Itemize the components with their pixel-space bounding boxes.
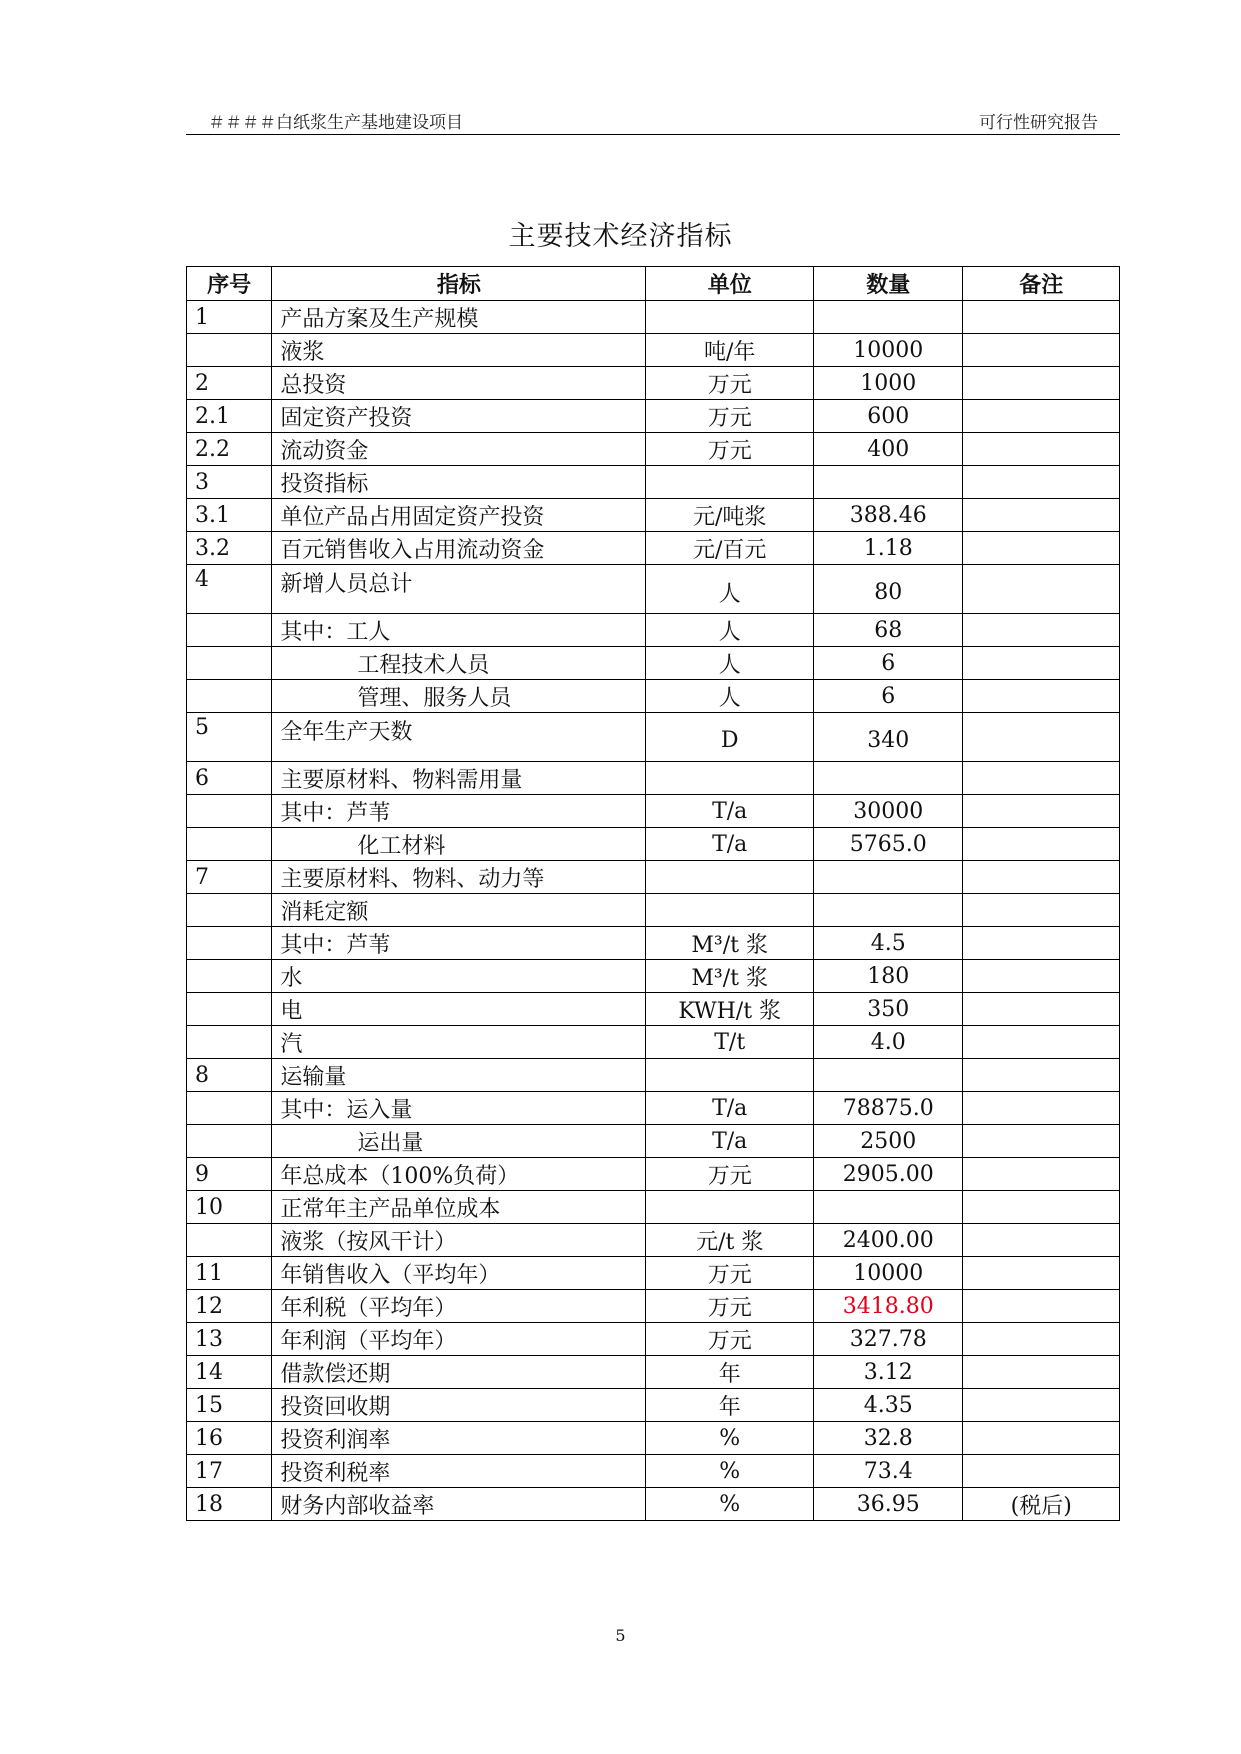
cell-note: [963, 1455, 1120, 1488]
cell-note: [963, 614, 1120, 647]
cell-seq: 12: [187, 1290, 272, 1323]
cell-note: [963, 1059, 1120, 1092]
cell-unit: 万元: [646, 1158, 814, 1191]
cell-quantity: [814, 1059, 963, 1092]
cell-note: (税后): [963, 1488, 1120, 1521]
cell-indicator: 运输量: [272, 1059, 646, 1092]
table-row: [187, 532, 1120, 565]
cell-quantity: 6: [814, 647, 963, 680]
cell-note: [963, 1257, 1120, 1290]
table-row: [187, 861, 1120, 894]
cell-quantity: 32.8: [814, 1422, 963, 1455]
cell-seq: [187, 680, 272, 713]
table-row: [187, 795, 1120, 828]
cell-quantity: 340: [814, 713, 963, 762]
cell-seq: [187, 960, 272, 993]
cell-indicator: 消耗定额: [272, 894, 646, 927]
cell-indicator: 化工材料: [272, 828, 646, 861]
cell-note: [963, 400, 1120, 433]
cell-indicator: 年总成本（100%负荷）: [272, 1158, 646, 1191]
table-row: [187, 1191, 1120, 1224]
cell-seq: 3: [187, 466, 272, 499]
cell-seq: 2: [187, 367, 272, 400]
cell-quantity: [814, 301, 963, 334]
cell-seq: 5: [187, 713, 272, 762]
cell-seq: [187, 334, 272, 367]
cell-note: [963, 795, 1120, 828]
cell-indicator: 年销售收入（平均年）: [272, 1257, 646, 1290]
cell-indicator: 运出量: [272, 1125, 646, 1158]
cell-seq: [187, 647, 272, 680]
cell-seq: 18: [187, 1488, 272, 1521]
cell-indicator: 主要原材料、物料需用量: [272, 762, 646, 795]
cell-note: [963, 1191, 1120, 1224]
cell-quantity: 400: [814, 433, 963, 466]
cell-unit: 万元: [646, 367, 814, 400]
cell-note: [963, 927, 1120, 960]
cell-quantity: [814, 762, 963, 795]
cell-seq: [187, 1026, 272, 1059]
cell-note: [963, 993, 1120, 1026]
cell-note: [963, 713, 1120, 762]
table-row: [187, 334, 1120, 367]
cell-unit: KWH/t 浆: [646, 993, 814, 1026]
cell-seq: [187, 828, 272, 861]
cell-quantity: 2905.00: [814, 1158, 963, 1191]
table-row: [187, 400, 1120, 433]
cell-seq: 3.1: [187, 499, 272, 532]
cell-indicator: 主要原材料、物料、动力等: [272, 861, 646, 894]
cell-quantity: 80: [814, 565, 963, 614]
cell-note: [963, 960, 1120, 993]
cell-seq: [187, 1224, 272, 1257]
table-row: [187, 1092, 1120, 1125]
cell-seq: [187, 1092, 272, 1125]
cell-unit: 人: [646, 680, 814, 713]
cell-quantity: 36.95: [814, 1488, 963, 1521]
cell-seq: 6: [187, 762, 272, 795]
cell-quantity: 388.46: [814, 499, 963, 532]
table-row: [187, 1389, 1120, 1422]
cell-unit: 人: [646, 565, 814, 614]
table-row: [187, 1488, 1120, 1521]
cell-quantity: [814, 894, 963, 927]
table-row: [187, 466, 1120, 499]
cell-unit: [646, 1191, 814, 1224]
table-row: [187, 1125, 1120, 1158]
cell-indicator: 其中：芦苇: [272, 927, 646, 960]
cell-indicator: 产品方案及生产规模: [272, 301, 646, 334]
cell-quantity: 6: [814, 680, 963, 713]
table-row: [187, 1356, 1120, 1389]
table-row: [187, 1026, 1120, 1059]
col-header-unit: 单位: [646, 267, 814, 301]
cell-indicator: 液浆（按风干计）: [272, 1224, 646, 1257]
cell-quantity: 73.4: [814, 1455, 963, 1488]
cell-indicator: 其中：工人: [272, 614, 646, 647]
cell-indicator: 投资利润率: [272, 1422, 646, 1455]
cell-quantity: 4.0: [814, 1026, 963, 1059]
cell-unit: 万元: [646, 1323, 814, 1356]
cell-seq: 1: [187, 301, 272, 334]
cell-unit: 人: [646, 647, 814, 680]
cell-unit: 吨/年: [646, 334, 814, 367]
cell-note: [963, 1026, 1120, 1059]
table-row: [187, 894, 1120, 927]
cell-unit: [646, 1059, 814, 1092]
table-row: [187, 1290, 1120, 1323]
cell-indicator: 电: [272, 993, 646, 1026]
cell-unit: T/a: [646, 828, 814, 861]
cell-note: [963, 334, 1120, 367]
cell-seq: [187, 927, 272, 960]
cell-indicator: 借款偿还期: [272, 1356, 646, 1389]
cell-quantity: 5765.0: [814, 828, 963, 861]
col-header-quantity: 数量: [814, 267, 963, 301]
table-row: [187, 499, 1120, 532]
indicators-table: [186, 266, 1120, 1521]
cell-unit: 年: [646, 1389, 814, 1422]
cell-note: [963, 861, 1120, 894]
cell-seq: [187, 894, 272, 927]
cell-indicator: 工程技术人员: [272, 647, 646, 680]
cell-unit: M³/t 浆: [646, 960, 814, 993]
cell-unit: T/a: [646, 1125, 814, 1158]
cell-seq: 13: [187, 1323, 272, 1356]
cell-unit: 年: [646, 1356, 814, 1389]
cell-note: [963, 1125, 1120, 1158]
table-row: [187, 1224, 1120, 1257]
cell-seq: 2.2: [187, 433, 272, 466]
table-row: [187, 960, 1120, 993]
cell-note: [963, 1356, 1120, 1389]
cell-note: [963, 1290, 1120, 1323]
cell-indicator: 年利润（平均年）: [272, 1323, 646, 1356]
cell-quantity: 4.5: [814, 927, 963, 960]
table-row: [187, 1422, 1120, 1455]
cell-quantity-highlighted: 3418.80: [814, 1290, 963, 1323]
col-header-seq: 序号: [187, 267, 272, 301]
cell-indicator: 全年生产天数: [272, 713, 646, 762]
table-row: [187, 367, 1120, 400]
table-title: 主要技术经济指标: [508, 221, 733, 252]
cell-note: [963, 466, 1120, 499]
cell-quantity: 3.12: [814, 1356, 963, 1389]
cell-seq: 7: [187, 861, 272, 894]
cell-note: [963, 301, 1120, 334]
cell-quantity: 180: [814, 960, 963, 993]
cell-seq: 11: [187, 1257, 272, 1290]
cell-indicator: 流动资金: [272, 433, 646, 466]
table-row: [187, 993, 1120, 1026]
header-project-name: ＃＃＃＃白纸浆生产基地建设项目: [208, 113, 463, 133]
cell-quantity: [814, 466, 963, 499]
cell-note: [963, 1092, 1120, 1125]
cell-unit: %: [646, 1488, 814, 1521]
cell-indicator: 年利税（平均年）: [272, 1290, 646, 1323]
cell-seq: [187, 993, 272, 1026]
cell-note: [963, 894, 1120, 927]
cell-seq: 8: [187, 1059, 272, 1092]
cell-unit: %: [646, 1455, 814, 1488]
cell-note: [963, 828, 1120, 861]
cell-unit: 万元: [646, 1290, 814, 1323]
cell-seq: 14: [187, 1356, 272, 1389]
page-header: [186, 104, 1120, 135]
cell-unit: T/t: [646, 1026, 814, 1059]
cell-seq: 16: [187, 1422, 272, 1455]
table-row: [187, 1059, 1120, 1092]
table-row: [187, 1455, 1120, 1488]
cell-unit: 人: [646, 614, 814, 647]
cell-indicator: 正常年主产品单位成本: [272, 1191, 646, 1224]
cell-quantity: [814, 1191, 963, 1224]
cell-unit: %: [646, 1422, 814, 1455]
table-row: [187, 927, 1120, 960]
cell-note: [963, 647, 1120, 680]
table-row: [187, 1158, 1120, 1191]
cell-note: [963, 1422, 1120, 1455]
cell-indicator: 投资回收期: [272, 1389, 646, 1422]
cell-unit: 万元: [646, 433, 814, 466]
cell-note: [963, 367, 1120, 400]
cell-note: [963, 499, 1120, 532]
cell-seq: [187, 1125, 272, 1158]
table-row: [187, 301, 1120, 334]
table-row: [187, 433, 1120, 466]
cell-unit: [646, 466, 814, 499]
cell-unit: 元/吨浆: [646, 499, 814, 532]
cell-indicator: 液浆: [272, 334, 646, 367]
cell-quantity: 30000: [814, 795, 963, 828]
cell-unit: 元/t 浆: [646, 1224, 814, 1257]
cell-unit: M³/t 浆: [646, 927, 814, 960]
table-row: [187, 1257, 1120, 1290]
cell-unit: [646, 894, 814, 927]
table-header-row: [187, 267, 1120, 301]
cell-note: [963, 1323, 1120, 1356]
cell-indicator: 新增人员总计: [272, 565, 646, 614]
cell-indicator: 固定资产投资: [272, 400, 646, 433]
cell-quantity: [814, 861, 963, 894]
cell-quantity: 4.35: [814, 1389, 963, 1422]
cell-indicator: 其中：芦苇: [272, 795, 646, 828]
cell-seq: 10: [187, 1191, 272, 1224]
cell-indicator: 投资指标: [272, 466, 646, 499]
cell-quantity: 327.78: [814, 1323, 963, 1356]
cell-seq: 9: [187, 1158, 272, 1191]
cell-note: [963, 565, 1120, 614]
table-row: [187, 828, 1120, 861]
cell-seq: [187, 614, 272, 647]
cell-indicator: 投资利税率: [272, 1455, 646, 1488]
cell-quantity: 1.18: [814, 532, 963, 565]
table-row: [187, 614, 1120, 647]
cell-indicator: 其中：运入量: [272, 1092, 646, 1125]
cell-unit: [646, 861, 814, 894]
cell-note: [963, 1389, 1120, 1422]
cell-unit: D: [646, 713, 814, 762]
cell-seq: 4: [187, 565, 272, 614]
table-row: [187, 680, 1120, 713]
cell-note: [963, 1158, 1120, 1191]
cell-indicator: 总投资: [272, 367, 646, 400]
table-row: [187, 713, 1120, 762]
cell-seq: 2.1: [187, 400, 272, 433]
cell-unit: 元/百元: [646, 532, 814, 565]
cell-quantity: 10000: [814, 334, 963, 367]
table-row: [187, 762, 1120, 795]
table-row: [187, 647, 1120, 680]
header-report-type: 可行性研究报告: [979, 113, 1098, 133]
cell-note: [963, 762, 1120, 795]
cell-quantity: 2400.00: [814, 1224, 963, 1257]
cell-indicator: 水: [272, 960, 646, 993]
cell-indicator: 单位产品占用固定资产投资: [272, 499, 646, 532]
cell-seq: 15: [187, 1389, 272, 1422]
cell-note: [963, 433, 1120, 466]
cell-quantity: 350: [814, 993, 963, 1026]
cell-seq: [187, 795, 272, 828]
cell-seq: 3.2: [187, 532, 272, 565]
col-header-indicator: 指标: [272, 267, 646, 301]
cell-seq: 17: [187, 1455, 272, 1488]
cell-unit: [646, 301, 814, 334]
table-row: [187, 565, 1120, 614]
cell-unit: 万元: [646, 1257, 814, 1290]
page-number: 5: [615, 1626, 626, 1645]
table-row: [187, 1323, 1120, 1356]
cell-indicator: 百元销售收入占用流动资金: [272, 532, 646, 565]
cell-quantity: 1000: [814, 367, 963, 400]
cell-unit: 万元: [646, 400, 814, 433]
cell-unit: T/a: [646, 795, 814, 828]
cell-unit: [646, 762, 814, 795]
cell-indicator: 汽: [272, 1026, 646, 1059]
cell-quantity: 600: [814, 400, 963, 433]
col-header-note: 备注: [963, 267, 1120, 301]
cell-quantity: 10000: [814, 1257, 963, 1290]
cell-indicator: 财务内部收益率: [272, 1488, 646, 1521]
cell-note: [963, 1224, 1120, 1257]
cell-quantity: 78875.0: [814, 1092, 963, 1125]
cell-quantity: 68: [814, 614, 963, 647]
cell-note: [963, 532, 1120, 565]
cell-indicator: 管理、服务人员: [272, 680, 646, 713]
cell-note: [963, 680, 1120, 713]
cell-quantity: 2500: [814, 1125, 963, 1158]
cell-unit: T/a: [646, 1092, 814, 1125]
